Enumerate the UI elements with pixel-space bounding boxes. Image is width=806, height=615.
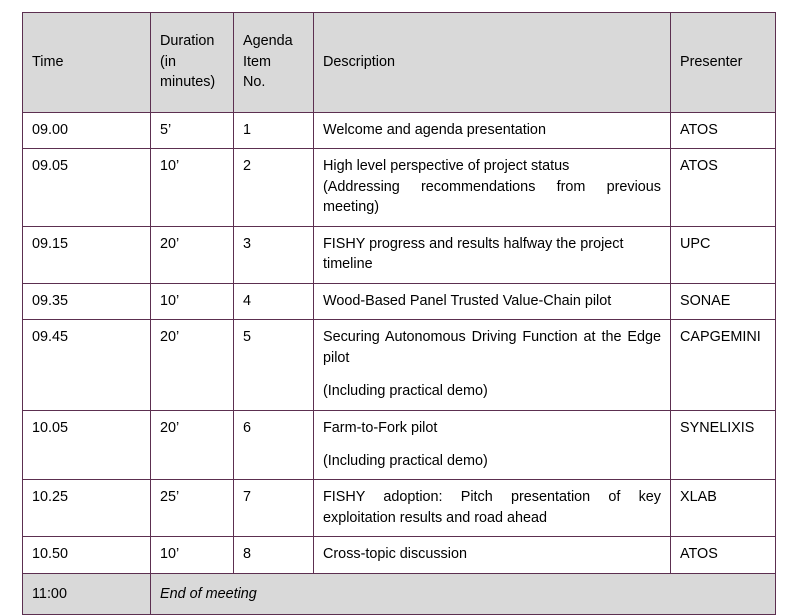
cell-agenda-item: 2	[234, 149, 314, 226]
cell-duration: 10’	[151, 283, 234, 319]
cell-time: 10.25	[23, 480, 151, 537]
cell-agenda-item: 5	[234, 320, 314, 410]
table-row	[23, 480, 776, 537]
cell-agenda-item: 8	[234, 537, 314, 573]
cell-agenda-item: 3	[234, 226, 314, 283]
cell-time: 10.05	[23, 410, 151, 480]
column-header-presenter-label: Presenter	[680, 53, 743, 70]
cell-duration: 20’	[151, 226, 234, 283]
column-header-agenda-line2: Item	[243, 53, 271, 70]
column-header-presenter	[671, 13, 776, 113]
cell-time: 10.50	[23, 537, 151, 573]
end-of-meeting-row	[23, 573, 776, 614]
cell-time: 09.35	[23, 283, 151, 319]
cell-description	[314, 537, 671, 573]
description-line: Cross-topic discussion	[323, 546, 467, 563]
description-line: FISHY progress and results halfway the project timeline	[323, 235, 624, 273]
cell-duration: 5’	[151, 113, 234, 149]
cell-presenter: ATOS	[671, 113, 776, 149]
cell-duration: 20’	[151, 410, 234, 480]
cell-presenter: ATOS	[671, 537, 776, 573]
table-row	[23, 537, 776, 573]
description-line: Farm-to-Fork pilot	[323, 419, 438, 436]
description-line: FISHY adoption: Pitch presentation of key exploitation results and road ahead	[323, 489, 661, 526]
table-row	[23, 149, 776, 226]
description-line: (Including practical demo)	[323, 383, 488, 400]
column-header-agenda-item	[234, 13, 314, 113]
cell-duration: 20’	[151, 320, 234, 410]
cell-time: 09.15	[23, 226, 151, 283]
cell-duration: 10’	[151, 537, 234, 573]
cell-agenda-item: 6	[234, 410, 314, 480]
cell-end-text: End of meeting	[151, 573, 776, 614]
cell-presenter: SONAE	[671, 283, 776, 319]
cell-time: 09.45	[23, 320, 151, 410]
cell-presenter: XLAB	[671, 480, 776, 537]
description-line: High level perspective of project status	[323, 158, 570, 175]
cell-duration: 25’	[151, 480, 234, 537]
cell-description	[314, 226, 671, 283]
column-header-description-label: Description	[323, 53, 395, 70]
cell-presenter: ATOS	[671, 149, 776, 226]
column-header-description	[314, 13, 671, 113]
table-row	[23, 320, 776, 410]
cell-presenter: SYNELIXIS	[671, 410, 776, 480]
description-line: (Including practical demo)	[323, 452, 488, 469]
cell-description	[314, 113, 671, 149]
meeting-agenda-table	[22, 12, 776, 615]
table-header	[23, 13, 776, 113]
cell-agenda-item: 7	[234, 480, 314, 537]
description-line: Securing Autonomous Driving Function at the Edge pilot	[323, 329, 661, 366]
cell-description	[314, 149, 671, 226]
table-row	[23, 113, 776, 149]
column-header-duration-line2: (in	[160, 53, 176, 70]
column-header-duration-line3: minutes)	[160, 74, 216, 91]
cell-agenda-item: 1	[234, 113, 314, 149]
cell-description	[314, 410, 671, 480]
cell-time: 09.00	[23, 113, 151, 149]
table-row	[23, 410, 776, 480]
column-header-duration	[151, 13, 234, 113]
description-line: (Addressing recommendations from previous meeting)	[323, 178, 661, 216]
table-row	[23, 226, 776, 283]
table-body	[23, 113, 776, 615]
cell-end-time: 11:00	[23, 573, 151, 614]
column-header-time	[23, 13, 151, 113]
column-header-agenda-line3: No.	[243, 74, 266, 91]
cell-duration: 10’	[151, 149, 234, 226]
cell-description	[314, 283, 671, 319]
cell-presenter: CAPGEMINI	[671, 320, 776, 410]
header-row	[23, 13, 776, 113]
cell-description	[314, 480, 671, 537]
cell-description	[314, 320, 671, 410]
cell-presenter: UPC	[671, 226, 776, 283]
description-line: Welcome and agenda presentation	[323, 122, 546, 138]
cell-time: 09.05	[23, 149, 151, 226]
column-header-time-label: Time	[32, 53, 64, 70]
description-line: Wood-Based Panel Trusted Value-Chain pilot	[323, 292, 612, 309]
table-row	[23, 283, 776, 319]
cell-agenda-item: 4	[234, 283, 314, 319]
column-header-duration-line1: Duration	[160, 33, 215, 50]
column-header-agenda-line1: Agenda	[243, 33, 293, 50]
